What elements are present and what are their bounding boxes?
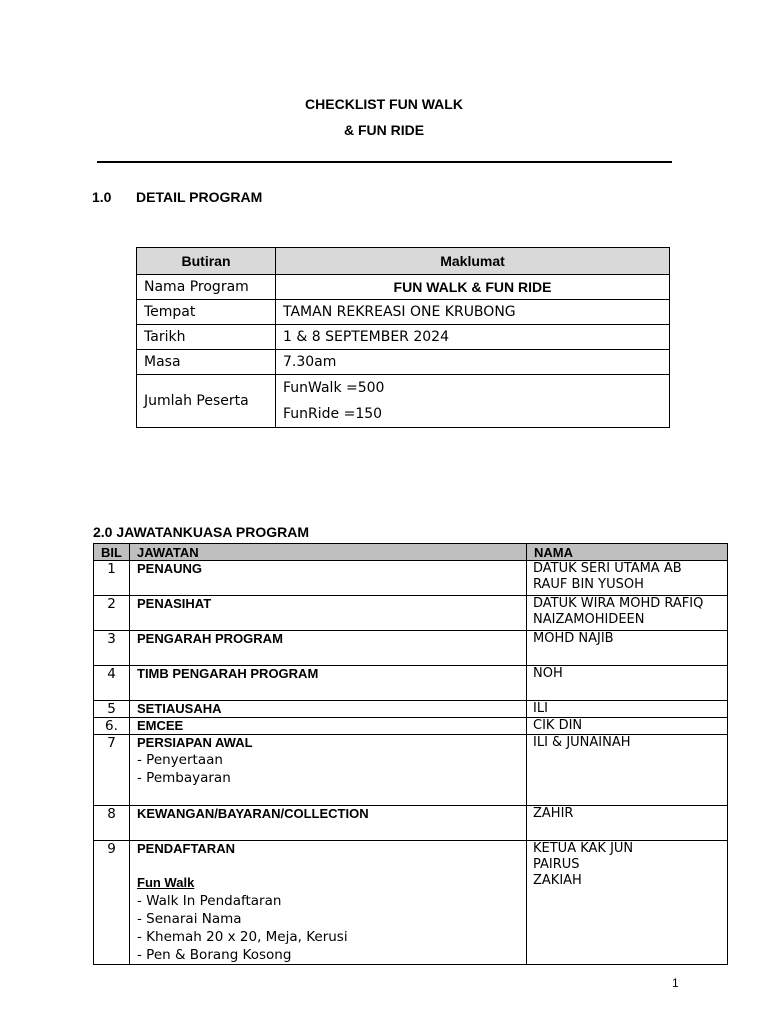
row-position: KEWANGAN/BAYARAN/COLLECTION (130, 806, 527, 841)
row-label: Tarikh (137, 325, 276, 350)
sub-task: - Pen & Borang Kosong (137, 947, 292, 963)
table-header-row (137, 248, 670, 275)
row-position (130, 841, 527, 965)
row-name: CIK DIN (527, 718, 728, 735)
row-value: TAMAN REKREASI ONE KRUBONG (276, 300, 670, 325)
row-name (527, 841, 728, 965)
section1-number: 1.0 (92, 189, 112, 205)
row-position: PENGARAH PROGRAM (130, 631, 527, 666)
row-position: SETIAUSAHA (130, 701, 527, 718)
row-name (527, 561, 728, 596)
name-line: KETUA KAK JUN (533, 841, 634, 856)
committee-table (93, 543, 728, 965)
table-row (94, 718, 728, 735)
row-number: 2 (94, 596, 130, 631)
row-label: Nama Program (137, 275, 276, 300)
row-value: FUN WALK & FUN RIDE (276, 275, 670, 300)
table-row (94, 666, 728, 701)
row-number: 4 (94, 666, 130, 701)
row-position: EMCEE (130, 718, 527, 735)
row-value: 7.30am (276, 350, 670, 375)
column-header-jawatan: JAWATAN (130, 544, 527, 561)
table-row (94, 631, 728, 666)
row-number: 8 (94, 806, 130, 841)
row-name: ILI (527, 701, 728, 718)
document-title-line1: CHECKLIST FUN WALK (305, 96, 463, 112)
row-number: 9 (94, 841, 130, 965)
table-row (94, 561, 728, 596)
detail-program-table (136, 247, 670, 428)
sub-task: - Khemah 20 x 20, Meja, Kerusi (137, 929, 348, 945)
name-line: ZAKIAH (533, 873, 582, 888)
table-row (94, 701, 728, 718)
row-name: ZAHIR (527, 806, 728, 841)
row-position (130, 735, 527, 806)
title-divider (97, 161, 672, 163)
sub-task: - Walk In Pendaftaran (137, 893, 282, 909)
table-row (137, 300, 670, 325)
row-number: 6. (94, 718, 130, 735)
row-number: 5 (94, 701, 130, 718)
column-header-maklumat: Maklumat (276, 248, 670, 275)
table-row (94, 806, 728, 841)
table-header-row (94, 544, 728, 561)
table-row (94, 596, 728, 631)
row-value (276, 375, 670, 428)
value-line: FunWalk =500 (283, 380, 385, 396)
row-label: Masa (137, 350, 276, 375)
column-header-bil: BIL (94, 544, 130, 561)
row-number: 7 (94, 735, 130, 806)
row-position: PENASIHAT (130, 596, 527, 631)
value-line: FunRide =150 (283, 406, 383, 422)
row-name (527, 596, 728, 631)
name-line: PAIRUS (533, 857, 580, 872)
sub-task: - Penyertaan (137, 752, 223, 768)
row-number: 3 (94, 631, 130, 666)
section1-title: DETAIL PROGRAM (136, 189, 263, 205)
section2-title: 2.0 JAWATANKUASA PROGRAM (93, 524, 309, 540)
sub-task: - Pembayaran (137, 770, 231, 786)
row-position: TIMB PENGARAH PROGRAM (130, 666, 527, 701)
position-title: PENDAFTARAN (137, 841, 235, 856)
table-row (94, 735, 728, 806)
name-line: NAIZAMOHIDEEN (533, 612, 645, 627)
row-number: 1 (94, 561, 130, 596)
table-row (94, 841, 728, 965)
column-header-butiran: Butiran (137, 248, 276, 275)
row-name: ILI & JUNAINAH (527, 735, 728, 806)
name-line: DATUK WIRA MOHD RAFIQ (533, 596, 704, 611)
sub-task: - Senarai Nama (137, 911, 242, 927)
table-row (137, 325, 670, 350)
name-line: RAUF BIN YUSOH (533, 577, 644, 592)
row-name: MOHD NAJIB (527, 631, 728, 666)
row-position: PENAUNG (130, 561, 527, 596)
document-title-line2: & FUN RIDE (343, 122, 425, 138)
name-line: DATUK SERI UTAMA AB (533, 561, 682, 576)
row-label: Tempat (137, 300, 276, 325)
page-number: 1 (672, 976, 679, 990)
sub-heading: Fun Walk (137, 875, 195, 890)
row-name: NOH (527, 666, 728, 701)
column-header-nama: NAMA (527, 544, 728, 561)
table-row (137, 350, 670, 375)
row-value: 1 & 8 SEPTEMBER 2024 (276, 325, 670, 350)
position-title: PERSIAPAN AWAL (137, 735, 253, 750)
table-row (137, 375, 670, 428)
row-label: Jumlah Peserta (137, 375, 276, 428)
table-row (137, 275, 670, 300)
